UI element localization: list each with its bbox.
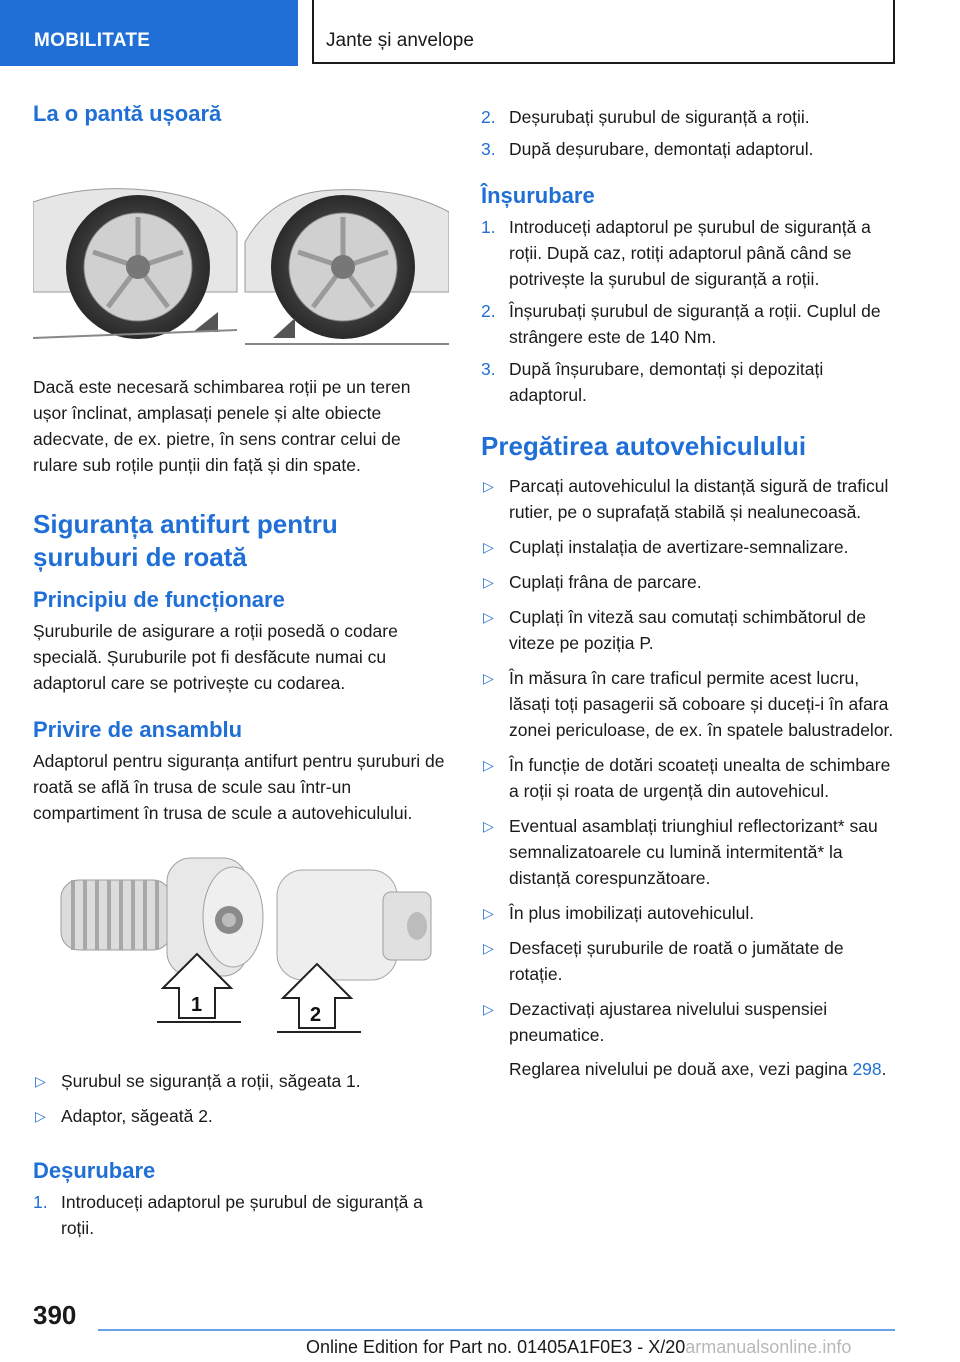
arrow-label-2: 2 (310, 1004, 322, 1026)
principle-heading: Principiu de funcționare (33, 587, 285, 612)
chapter-title: Jante și anvelope (312, 0, 895, 64)
prep-heading: Pregătirea autovehiculului (481, 431, 807, 461)
unscrew-heading: Deșurubare (33, 1158, 156, 1183)
triangle-bullet-icon: ▷ (35, 1108, 46, 1124)
screw-steps (481, 214, 897, 408)
step-item: 3. După înșurubare, demontați și depozitați adaptorul. (481, 359, 824, 405)
level-adjust-note: Reglarea nivelului pe două axe, vezi pagina 298. (509, 1059, 887, 1079)
figure-legend (33, 1068, 449, 1129)
slope-paragraph: Dacă este necesară schimbarea roții pe un teren ușor înclinat, amplasați penele și alte obiecte adecvate, de ex. pietre, în sens contrar celui de rulare sub roțile punții din față și din spate. (33, 377, 411, 475)
slope-heading: La o pantă ușoară (33, 101, 222, 126)
wheels-chocked-illustration (33, 142, 449, 348)
footer-divider (98, 1329, 895, 1331)
step-item: 1. Introduceți adaptorul pe șurubul de siguranță a roții. După caz, rotiți adaptorul până când se potrivește la șurubul de siguranță a roții. (481, 217, 871, 289)
bolt-adapter-illustration (33, 840, 449, 1046)
step-item: 2. Deșurubați șurubul de siguranță a roții. (481, 107, 810, 127)
prep-item: ▷ Eventual asamblați triunghiul reflectorizant* sau semnalizatoarele cu lumină intermitentă* la distanță corespunzătoare. (481, 813, 897, 891)
triangle-bullet-icon: ▷ (483, 1001, 494, 1017)
adapter (277, 870, 431, 980)
triangle-bullet-icon: ▷ (483, 609, 494, 625)
page-header (0, 0, 960, 66)
screw-heading: Înșurubare (481, 183, 595, 208)
prep-item: ▷ Cuplați instalația de avertizare-semnalizare. (481, 534, 897, 560)
overview-heading: Privire de ansamblu (33, 717, 243, 742)
triangle-bullet-icon: ▷ (483, 757, 494, 773)
lock-bolt-image (33, 840, 449, 1046)
triangle-bullet-icon: ▷ (483, 574, 494, 590)
principle-paragraph: Șuruburile de asigurare a roții posedă o codare specială. Șuruburile pot fi desfăcute numai cu adaptorul care se potrivește cu codarea. (33, 621, 398, 693)
prep-item: ▷ În funcție de dotări scoateți unealta de schimbare a roții și roata de urgență din autovehicul. (481, 752, 897, 804)
prep-item: ▷ În măsura în care traficul permite acest lucru, lăsați toți pasagerii să coboare și duceți-i în afara zonei periculoase, de ex. în spatele balustradelor. (481, 665, 897, 743)
bolt-head (167, 858, 263, 976)
lock-heading: Siguranța antifurt pentru șuruburi de roată (33, 509, 338, 572)
left-column (33, 100, 449, 1247)
overview-paragraph: Adaptorul pentru siguranța antifurt pentru șuruburi de roată se află în trusa de scule sau într-un compartiment în trusa de scule a autovehiculului. (33, 751, 445, 823)
right-column (481, 104, 897, 1091)
prep-item: ▷ Parcați autovehiculul la distanță sigură de traficul rutier, pe o suprafață stabilă și nealunecoasă. (481, 473, 897, 525)
wheel-chock-image (33, 142, 449, 348)
triangle-bullet-icon: ▷ (483, 905, 494, 921)
triangle-bullet-icon: ▷ (483, 818, 494, 834)
step-item: 3. După deșurubare, demontați adaptorul. (481, 139, 814, 159)
bolt-thread (61, 880, 171, 950)
prep-item: ▷ Cuplați în viteză sau comutați schimbătorul de viteze pe poziția P. (481, 604, 897, 656)
prep-item: ▷ Desfaceți șuruburile de roată o jumătate de rotație. (481, 935, 897, 987)
arrow-label-1: 1 (191, 994, 203, 1016)
page-link[interactable]: 298 (852, 1059, 882, 1079)
watermark: armanualsonline.info (685, 1337, 852, 1357)
legend-item: ▷ Adaptor, săgeată 2. (33, 1103, 449, 1129)
prep-item: ▷ În plus imobilizați autovehiculul. (481, 900, 897, 926)
unscrew-steps-continued (481, 104, 897, 162)
section-tab: MOBILITATE (0, 0, 298, 66)
triangle-bullet-icon: ▷ (483, 539, 494, 555)
prep-item: ▷ Dezactivați ajustarea nivelului suspensiei pneumatice. Reglarea nivelului pe două axe, vezi pagina 298. (481, 996, 897, 1082)
prep-list (481, 473, 897, 1082)
triangle-bullet-icon: ▷ (35, 1073, 46, 1089)
triangle-bullet-icon: ▷ (483, 478, 494, 494)
triangle-bullet-icon: ▷ (483, 670, 494, 686)
unscrew-steps (33, 1189, 449, 1241)
footer-edition: Online Edition for Part no. 01405A1F0E3 - X/20armanualsonline.info (306, 1337, 852, 1357)
legend-item: ▷ Șurubul se siguranță a roții, săgeata 1. (33, 1068, 449, 1094)
page-number: 390 (33, 1300, 77, 1330)
step-item: 2. Înșurubați șurubul de siguranță a roții. Cuplul de strângere este de 140 Nm. (481, 301, 881, 347)
step-item: 1. Introduceți adaptorul pe șurubul de siguranță a roții. (33, 1192, 423, 1238)
triangle-bullet-icon: ▷ (483, 940, 494, 956)
prep-item: ▷ Cuplați frâna de parcare. (481, 569, 897, 595)
